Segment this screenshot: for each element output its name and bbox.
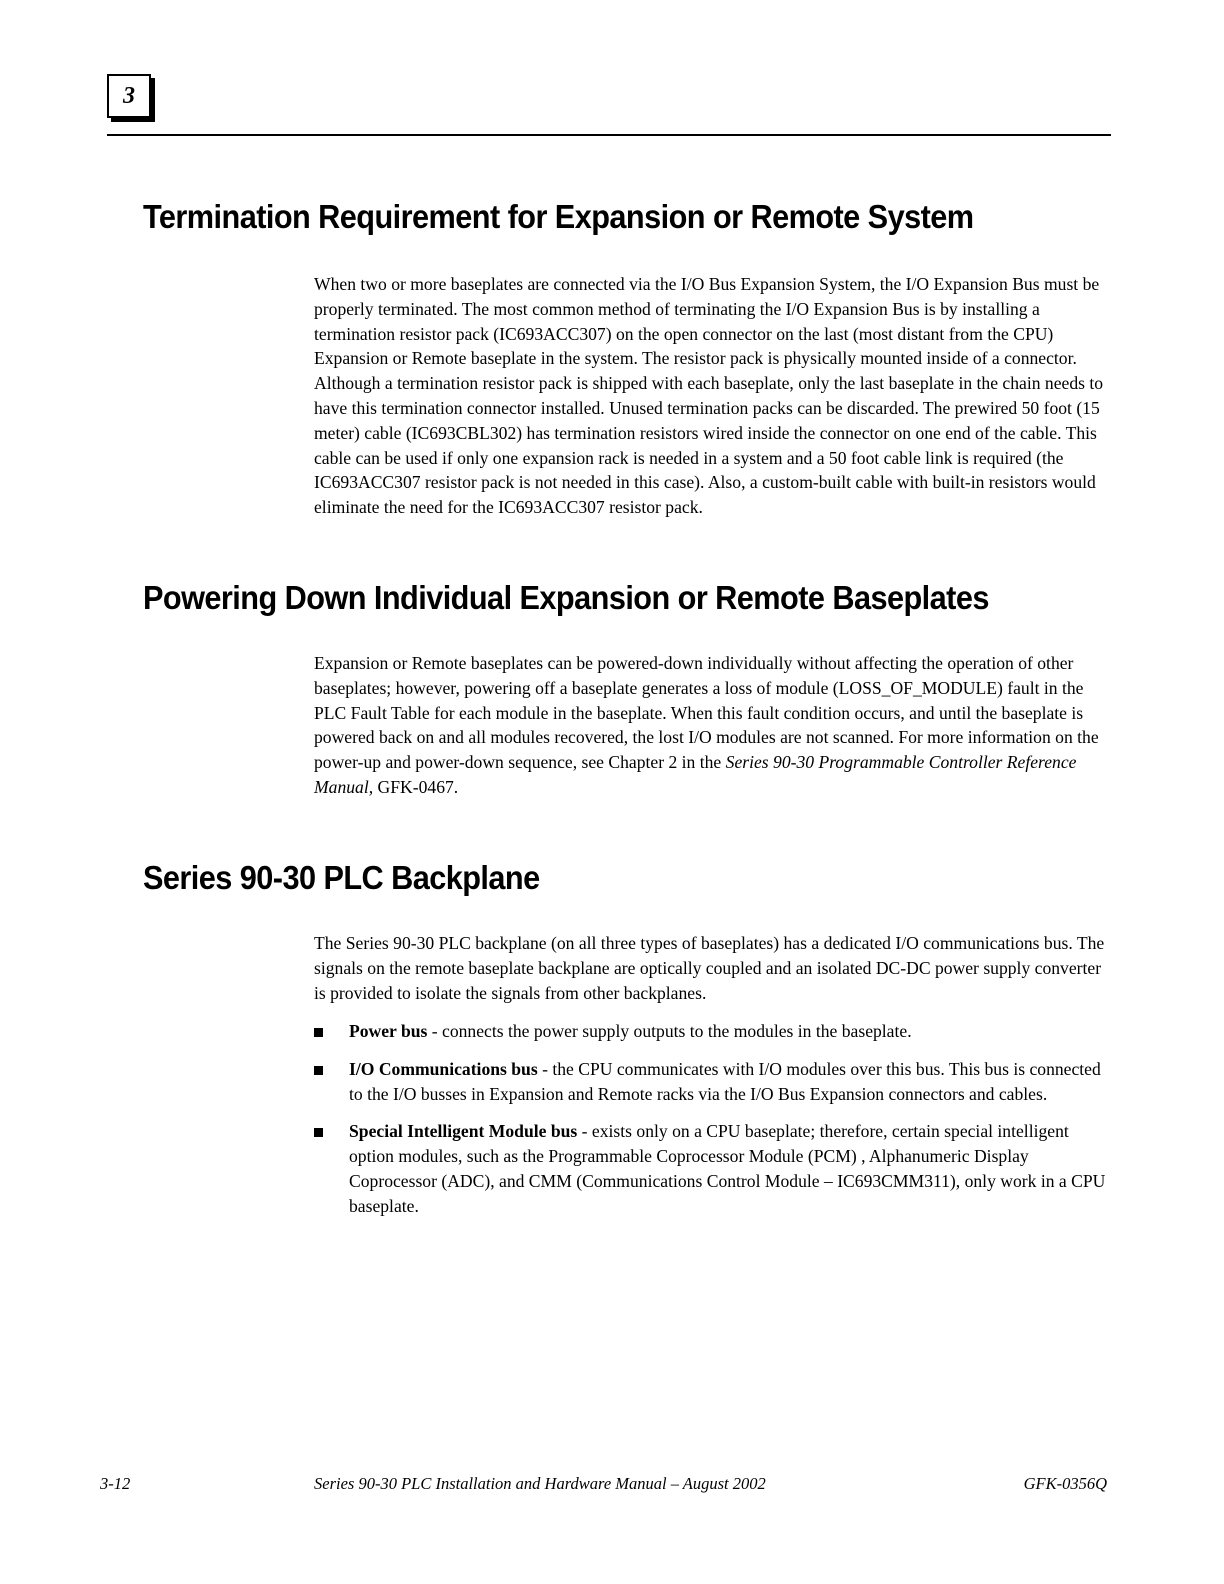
section-paragraph-termination: When two or more baseplates are connected via the I/O Bus Expansion System, the I/O Expansion Bus must be properly terminated. The most common method of terminating the I/O Expansion Bus is by installing a termination resistor pack (IC693ACC307) on the open connector on the last (most distant from the CPU) Expansion or Remote baseplate in the system. The resistor pack is physically mounted inside of a connector. Although a termination resistor pack is shipped with each baseplate, only the last baseplate in the chain needs to have this termination connector installed. Unused termination packs can be discarded. The prewired 50 foot (15 meter) cable (IC693CBL302) has termination resistors wired inside the connector on one end of the cable. This cable can be used if only one expansion rack is needed in a system and a 50 foot cable link is required (the IC693ACC307 resistor pack is not needed in this case). Also, a custom-built cable with built-in resistors would eliminate the need for the IC693ACC307 resistor pack. [314,274,1104,518]
bullet-text: - the CPU communicates with I/O modules over this bus. This bus is connected to the I/O busses in Expansion and Remote racks via the I/O Bus Expansion connectors and cables. [349,1058,1101,1104]
square-bullet-icon [314,1028,323,1037]
bullet-text: - exists only on a CPU baseplate; therefore, certain special intelligent option modules, such as the Programmable Coprocessor Module (PCM) , Alphanumeric Display Coprocessor (ADC), and CMM (Communications Control Module – IC693CMM311), only work in a CPU baseplate. [349,1121,1106,1216]
list-item [314,1019,1114,1044]
footer-manual-title: Series 90-30 PLC Installation and Hardware Manual – August 2002 [314,1474,766,1493]
section-paragraph-powering-down [314,651,1106,800]
section-title-powering-down: Powering Down Individual Expansion or Remote Baseplates [143,579,989,616]
square-bullet-icon [314,1128,323,1137]
section-title-termination: Termination Requirement for Expansion or Remote System [143,198,974,235]
paragraph-text: GFK-0467. [373,776,459,797]
backplane-bus-list [314,1019,1114,1232]
section-paragraph-backplane: The Series 90-30 PLC backplane (on all three types of baseplates) has a dedicated I/O communications bus. The signals on the remote baseplate backplane are optically coupled and an isolated DC-DC power supply converter is provided to isolate the signals from other backplanes. [314,933,1105,1003]
header-rule [107,134,1111,136]
square-bullet-icon [314,1066,323,1075]
chapter-number-box [107,74,151,118]
footer-page-number: 3-12 [100,1474,131,1493]
bullet-term: I/O Communications bus [349,1058,538,1079]
chapter-number: 3 [123,83,135,109]
footer-doc-id: GFK-0356Q [1023,1474,1107,1493]
bullet-term: Power bus [349,1021,428,1041]
bullet-text: - connects the power supply outputs to the modules in the baseplate. [427,1021,912,1041]
bullet-term: Special Intelligent Module bus [349,1121,578,1142]
paragraph-text: Expansion or Remote baseplates can be powered-down individually without affecting the operation of other baseplates; however, powering off a baseplate generates a loss of module (LOSS_OF_MODULE) fault in the PLC Fault Table for each module in the baseplate. When this fault condition occurs, and until the baseplate is powered back on and all modules recovered, the lost I/O modules are not scanned. For more information on the power-up and power-down sequence, see Chapter 2 in the [314,653,1099,773]
list-item [314,1119,1114,1218]
list-item [314,1057,1114,1107]
reference-manual-title: Series 90-30 Programmable Controller Reference Manual, [314,752,1077,797]
section-title-backplane: Series 90-30 PLC Backplane [143,859,540,896]
